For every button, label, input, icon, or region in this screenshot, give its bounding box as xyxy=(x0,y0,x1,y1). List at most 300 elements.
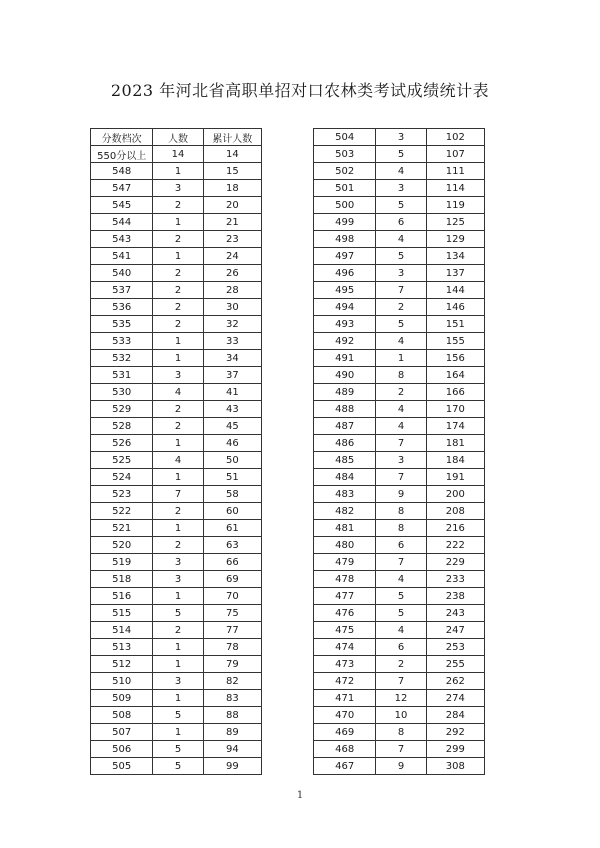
cell-score: 478 xyxy=(314,571,376,588)
cell-score: 512 xyxy=(91,656,153,673)
cell-score: 473 xyxy=(314,656,376,673)
cell-cumulative: 14 xyxy=(203,146,261,163)
cell-cumulative: 107 xyxy=(426,146,484,163)
cell-count: 12 xyxy=(376,690,426,707)
table-row xyxy=(91,639,262,656)
cell-count: 4 xyxy=(153,384,203,401)
cell-score: 500 xyxy=(314,197,376,214)
table-row xyxy=(314,435,485,452)
cell-score: 498 xyxy=(314,231,376,248)
cell-cumulative: 37 xyxy=(203,367,261,384)
cell-cumulative: 137 xyxy=(426,265,484,282)
cell-score: 504 xyxy=(314,129,376,146)
cell-cumulative: 274 xyxy=(426,690,484,707)
cell-count: 4 xyxy=(376,231,426,248)
cell-score: 481 xyxy=(314,520,376,537)
cell-cumulative: 151 xyxy=(426,316,484,333)
cell-score: 483 xyxy=(314,486,376,503)
cell-score: 487 xyxy=(314,418,376,435)
cell-count: 7 xyxy=(376,282,426,299)
cell-cumulative: 233 xyxy=(426,571,484,588)
cell-score: 471 xyxy=(314,690,376,707)
cell-score: 508 xyxy=(91,707,153,724)
cell-count: 2 xyxy=(153,282,203,299)
table-row xyxy=(91,758,262,775)
cell-cumulative: 77 xyxy=(203,622,261,639)
cell-cumulative: 24 xyxy=(203,248,261,265)
cell-count: 9 xyxy=(376,758,426,775)
table-row xyxy=(91,656,262,673)
cell-cumulative: 66 xyxy=(203,554,261,571)
cell-cumulative: 51 xyxy=(203,469,261,486)
table-row xyxy=(314,401,485,418)
cell-score: 522 xyxy=(91,503,153,520)
cell-cumulative: 191 xyxy=(426,469,484,486)
cell-cumulative: 208 xyxy=(426,503,484,520)
table-row xyxy=(314,724,485,741)
table-row xyxy=(91,724,262,741)
cell-count: 1 xyxy=(153,520,203,537)
cell-score: 543 xyxy=(91,231,153,248)
cell-cumulative: 60 xyxy=(203,503,261,520)
cell-count: 4 xyxy=(376,622,426,639)
table-row xyxy=(91,248,262,265)
cell-count: 7 xyxy=(376,469,426,486)
cell-count: 2 xyxy=(376,299,426,316)
cell-score: 490 xyxy=(314,367,376,384)
cell-cumulative: 70 xyxy=(203,588,261,605)
table-row xyxy=(314,197,485,214)
cell-count: 1 xyxy=(153,724,203,741)
cell-cumulative: 61 xyxy=(203,520,261,537)
table-row xyxy=(314,622,485,639)
table-row xyxy=(314,163,485,180)
cell-count: 5 xyxy=(153,758,203,775)
table-row xyxy=(91,316,262,333)
cell-count: 1 xyxy=(153,163,203,180)
cell-count: 1 xyxy=(153,248,203,265)
cell-cumulative: 75 xyxy=(203,605,261,622)
cell-cumulative: 308 xyxy=(426,758,484,775)
cell-count: 2 xyxy=(376,384,426,401)
cell-score: 495 xyxy=(314,282,376,299)
cell-count: 3 xyxy=(153,571,203,588)
cell-score: 540 xyxy=(91,265,153,282)
cell-cumulative: 292 xyxy=(426,724,484,741)
table-row xyxy=(314,452,485,469)
cell-score: 518 xyxy=(91,571,153,588)
cell-cumulative: 253 xyxy=(426,639,484,656)
cell-score: 486 xyxy=(314,435,376,452)
cell-count: 1 xyxy=(153,350,203,367)
cell-count: 3 xyxy=(153,554,203,571)
cell-count: 7 xyxy=(376,673,426,690)
cell-score: 509 xyxy=(91,690,153,707)
cell-count: 3 xyxy=(153,180,203,197)
cell-count: 1 xyxy=(153,214,203,231)
table-row xyxy=(91,435,262,452)
table-row xyxy=(314,146,485,163)
cell-count: 5 xyxy=(376,605,426,622)
cell-count: 5 xyxy=(376,588,426,605)
cell-cumulative: 28 xyxy=(203,282,261,299)
cell-score: 493 xyxy=(314,316,376,333)
table-row xyxy=(314,707,485,724)
cell-score: 516 xyxy=(91,588,153,605)
cell-cumulative: 26 xyxy=(203,265,261,282)
table-row xyxy=(314,656,485,673)
cell-count: 3 xyxy=(153,673,203,690)
cell-score: 520 xyxy=(91,537,153,554)
cell-count: 1 xyxy=(153,690,203,707)
cell-count: 3 xyxy=(376,129,426,146)
cell-cumulative: 99 xyxy=(203,758,261,775)
cell-cumulative: 89 xyxy=(203,724,261,741)
cell-score: 503 xyxy=(314,146,376,163)
cell-score: 510 xyxy=(91,673,153,690)
cell-cumulative: 63 xyxy=(203,537,261,554)
cell-score: 521 xyxy=(91,520,153,537)
table-row xyxy=(91,622,262,639)
cell-score: 485 xyxy=(314,452,376,469)
page-title: 2023 年河北省高职单招对口农林类考试成绩统计表 xyxy=(110,81,490,100)
cell-cumulative: 284 xyxy=(426,707,484,724)
table-row xyxy=(91,180,262,197)
cell-score: 524 xyxy=(91,469,153,486)
cell-count: 1 xyxy=(153,639,203,656)
header-score-level: 分数档次 xyxy=(91,129,153,146)
cell-cumulative: 170 xyxy=(426,401,484,418)
table-row xyxy=(314,231,485,248)
cell-count: 5 xyxy=(376,197,426,214)
cell-cumulative: 82 xyxy=(203,673,261,690)
cell-cumulative: 102 xyxy=(426,129,484,146)
cell-cumulative: 125 xyxy=(426,214,484,231)
cell-score: 482 xyxy=(314,503,376,520)
cell-cumulative: 94 xyxy=(203,741,261,758)
table-row xyxy=(314,384,485,401)
cell-score: 515 xyxy=(91,605,153,622)
table-row xyxy=(91,503,262,520)
table-row xyxy=(314,503,485,520)
cell-cumulative: 164 xyxy=(426,367,484,384)
table-row xyxy=(314,180,485,197)
cell-score: 469 xyxy=(314,724,376,741)
cell-cumulative: 146 xyxy=(426,299,484,316)
table-row xyxy=(91,520,262,537)
cell-count: 2 xyxy=(153,299,203,316)
cell-cumulative: 134 xyxy=(426,248,484,265)
cell-score: 544 xyxy=(91,214,153,231)
cell-cumulative: 255 xyxy=(426,656,484,673)
cell-count: 4 xyxy=(376,418,426,435)
cell-score: 477 xyxy=(314,588,376,605)
cell-count: 7 xyxy=(376,435,426,452)
cell-score: 497 xyxy=(314,248,376,265)
cell-count: 7 xyxy=(376,554,426,571)
cell-count: 7 xyxy=(376,741,426,758)
cell-score: 476 xyxy=(314,605,376,622)
cell-count: 8 xyxy=(376,367,426,384)
table-row xyxy=(91,197,262,214)
cell-count: 2 xyxy=(376,656,426,673)
cell-count: 5 xyxy=(376,316,426,333)
table-row xyxy=(314,316,485,333)
cell-cumulative: 88 xyxy=(203,707,261,724)
table-row xyxy=(314,418,485,435)
cell-cumulative: 299 xyxy=(426,741,484,758)
cell-count: 6 xyxy=(376,214,426,231)
cell-score: 472 xyxy=(314,673,376,690)
cell-count: 3 xyxy=(153,367,203,384)
cell-count: 4 xyxy=(376,401,426,418)
cell-count: 4 xyxy=(376,333,426,350)
cell-count: 2 xyxy=(153,231,203,248)
table-row xyxy=(314,486,485,503)
table-row xyxy=(91,401,262,418)
cell-cumulative: 119 xyxy=(426,197,484,214)
table-row xyxy=(91,384,262,401)
table-row xyxy=(314,333,485,350)
cell-cumulative: 32 xyxy=(203,316,261,333)
header-cumulative: 累计人数 xyxy=(203,129,261,146)
cell-cumulative: 78 xyxy=(203,639,261,656)
cell-count: 3 xyxy=(376,452,426,469)
cell-score: 547 xyxy=(91,180,153,197)
cell-cumulative: 83 xyxy=(203,690,261,707)
table-row xyxy=(314,537,485,554)
cell-score: 548 xyxy=(91,163,153,180)
table-row xyxy=(314,554,485,571)
cell-count: 8 xyxy=(376,724,426,741)
cell-score: 530 xyxy=(91,384,153,401)
table-row xyxy=(314,469,485,486)
cell-count: 4 xyxy=(376,571,426,588)
table-row xyxy=(91,673,262,690)
cell-score: 523 xyxy=(91,486,153,503)
cell-cumulative: 111 xyxy=(426,163,484,180)
cell-count: 2 xyxy=(153,401,203,418)
cell-score: 545 xyxy=(91,197,153,214)
cell-cumulative: 174 xyxy=(426,418,484,435)
header-count: 人数 xyxy=(153,129,203,146)
cell-score: 507 xyxy=(91,724,153,741)
cell-count: 6 xyxy=(376,537,426,554)
cell-count: 5 xyxy=(376,146,426,163)
table-row xyxy=(314,520,485,537)
table-row xyxy=(91,299,262,316)
cell-count: 6 xyxy=(376,639,426,656)
cell-count: 2 xyxy=(153,622,203,639)
cell-score: 496 xyxy=(314,265,376,282)
table-row xyxy=(314,265,485,282)
table-row xyxy=(91,333,262,350)
cell-cumulative: 50 xyxy=(203,452,261,469)
table-row xyxy=(91,588,262,605)
cell-count: 1 xyxy=(153,656,203,673)
cell-count: 2 xyxy=(153,537,203,554)
cell-score: 536 xyxy=(91,299,153,316)
cell-score: 526 xyxy=(91,435,153,452)
table-row xyxy=(314,571,485,588)
cell-score: 467 xyxy=(314,758,376,775)
table-row xyxy=(314,758,485,775)
cell-score: 494 xyxy=(314,299,376,316)
cell-cumulative: 33 xyxy=(203,333,261,350)
cell-score: 533 xyxy=(91,333,153,350)
cell-cumulative: 18 xyxy=(203,180,261,197)
cell-count: 1 xyxy=(153,588,203,605)
cell-count: 2 xyxy=(153,265,203,282)
cell-cumulative: 222 xyxy=(426,537,484,554)
table-row xyxy=(91,452,262,469)
table-row xyxy=(314,588,485,605)
table-row xyxy=(91,537,262,554)
cell-count: 3 xyxy=(376,265,426,282)
cell-cumulative: 43 xyxy=(203,401,261,418)
page-number: 1 xyxy=(296,790,304,801)
cell-score: 525 xyxy=(91,452,153,469)
cell-cumulative: 200 xyxy=(426,486,484,503)
cell-cumulative: 144 xyxy=(426,282,484,299)
cell-score: 541 xyxy=(91,248,153,265)
cell-cumulative: 58 xyxy=(203,486,261,503)
cell-count: 4 xyxy=(153,452,203,469)
table-row xyxy=(91,571,262,588)
table-row xyxy=(314,129,485,146)
cell-cumulative: 15 xyxy=(203,163,261,180)
cell-cumulative: 69 xyxy=(203,571,261,588)
cell-count: 9 xyxy=(376,486,426,503)
cell-cumulative: 114 xyxy=(426,180,484,197)
cell-count: 2 xyxy=(153,197,203,214)
cell-count: 10 xyxy=(376,707,426,724)
cell-cumulative: 21 xyxy=(203,214,261,231)
cell-count: 2 xyxy=(153,316,203,333)
cell-cumulative: 184 xyxy=(426,452,484,469)
cell-count: 3 xyxy=(376,180,426,197)
table-row xyxy=(91,163,262,180)
table-row xyxy=(91,469,262,486)
cell-count: 8 xyxy=(376,503,426,520)
table-row xyxy=(91,146,262,163)
cell-count: 2 xyxy=(153,503,203,520)
cell-count: 5 xyxy=(153,605,203,622)
cell-score: 468 xyxy=(314,741,376,758)
cell-count: 2 xyxy=(153,418,203,435)
table-row xyxy=(314,741,485,758)
cell-score: 484 xyxy=(314,469,376,486)
cell-cumulative: 216 xyxy=(426,520,484,537)
cell-count: 8 xyxy=(376,520,426,537)
table-row xyxy=(91,367,262,384)
table-row xyxy=(314,214,485,231)
table-row xyxy=(91,554,262,571)
score-table-left xyxy=(90,128,262,775)
cell-count: 5 xyxy=(376,248,426,265)
cell-score: 502 xyxy=(314,163,376,180)
table-row xyxy=(314,673,485,690)
cell-cumulative: 155 xyxy=(426,333,484,350)
cell-cumulative: 23 xyxy=(203,231,261,248)
cell-score: 499 xyxy=(314,214,376,231)
cell-score: 532 xyxy=(91,350,153,367)
cell-score: 474 xyxy=(314,639,376,656)
cell-score: 489 xyxy=(314,384,376,401)
table-row xyxy=(91,265,262,282)
table-row xyxy=(91,690,262,707)
cell-score: 501 xyxy=(314,180,376,197)
cell-score: 528 xyxy=(91,418,153,435)
cell-cumulative: 34 xyxy=(203,350,261,367)
cell-score: 475 xyxy=(314,622,376,639)
cell-cumulative: 181 xyxy=(426,435,484,452)
table-row xyxy=(91,214,262,231)
cell-count: 1 xyxy=(376,350,426,367)
cell-score: 470 xyxy=(314,707,376,724)
cell-score: 514 xyxy=(91,622,153,639)
cell-count: 7 xyxy=(153,486,203,503)
cell-cumulative: 46 xyxy=(203,435,261,452)
cell-cumulative: 79 xyxy=(203,656,261,673)
cell-score: 480 xyxy=(314,537,376,554)
cell-cumulative: 41 xyxy=(203,384,261,401)
cell-score: 488 xyxy=(314,401,376,418)
table-row xyxy=(91,707,262,724)
table-row xyxy=(91,282,262,299)
cell-score: 537 xyxy=(91,282,153,299)
cell-count: 5 xyxy=(153,741,203,758)
cell-cumulative: 166 xyxy=(426,384,484,401)
table-row xyxy=(314,639,485,656)
cell-score: 550分以上 xyxy=(91,146,153,163)
cell-cumulative: 262 xyxy=(426,673,484,690)
cell-score: 506 xyxy=(91,741,153,758)
table-row xyxy=(314,299,485,316)
cell-score: 479 xyxy=(314,554,376,571)
table-row xyxy=(314,282,485,299)
table-row xyxy=(314,367,485,384)
table-row xyxy=(91,350,262,367)
cell-cumulative: 129 xyxy=(426,231,484,248)
cell-cumulative: 20 xyxy=(203,197,261,214)
cell-score: 505 xyxy=(91,758,153,775)
table-row xyxy=(91,418,262,435)
table-row xyxy=(91,486,262,503)
cell-cumulative: 238 xyxy=(426,588,484,605)
cell-cumulative: 243 xyxy=(426,605,484,622)
cell-cumulative: 247 xyxy=(426,622,484,639)
cell-score: 513 xyxy=(91,639,153,656)
table-header-row xyxy=(91,129,262,146)
cell-score: 492 xyxy=(314,333,376,350)
table-row xyxy=(314,690,485,707)
cell-cumulative: 30 xyxy=(203,299,261,316)
cell-score: 531 xyxy=(91,367,153,384)
cell-count: 5 xyxy=(153,707,203,724)
cell-score: 529 xyxy=(91,401,153,418)
cell-cumulative: 45 xyxy=(203,418,261,435)
cell-count: 1 xyxy=(153,435,203,452)
table-row xyxy=(91,741,262,758)
table-row xyxy=(314,605,485,622)
cell-count: 4 xyxy=(376,163,426,180)
cell-count: 1 xyxy=(153,469,203,486)
table-row xyxy=(91,231,262,248)
score-table-right xyxy=(313,128,485,775)
cell-count: 1 xyxy=(153,333,203,350)
cell-score: 535 xyxy=(91,316,153,333)
